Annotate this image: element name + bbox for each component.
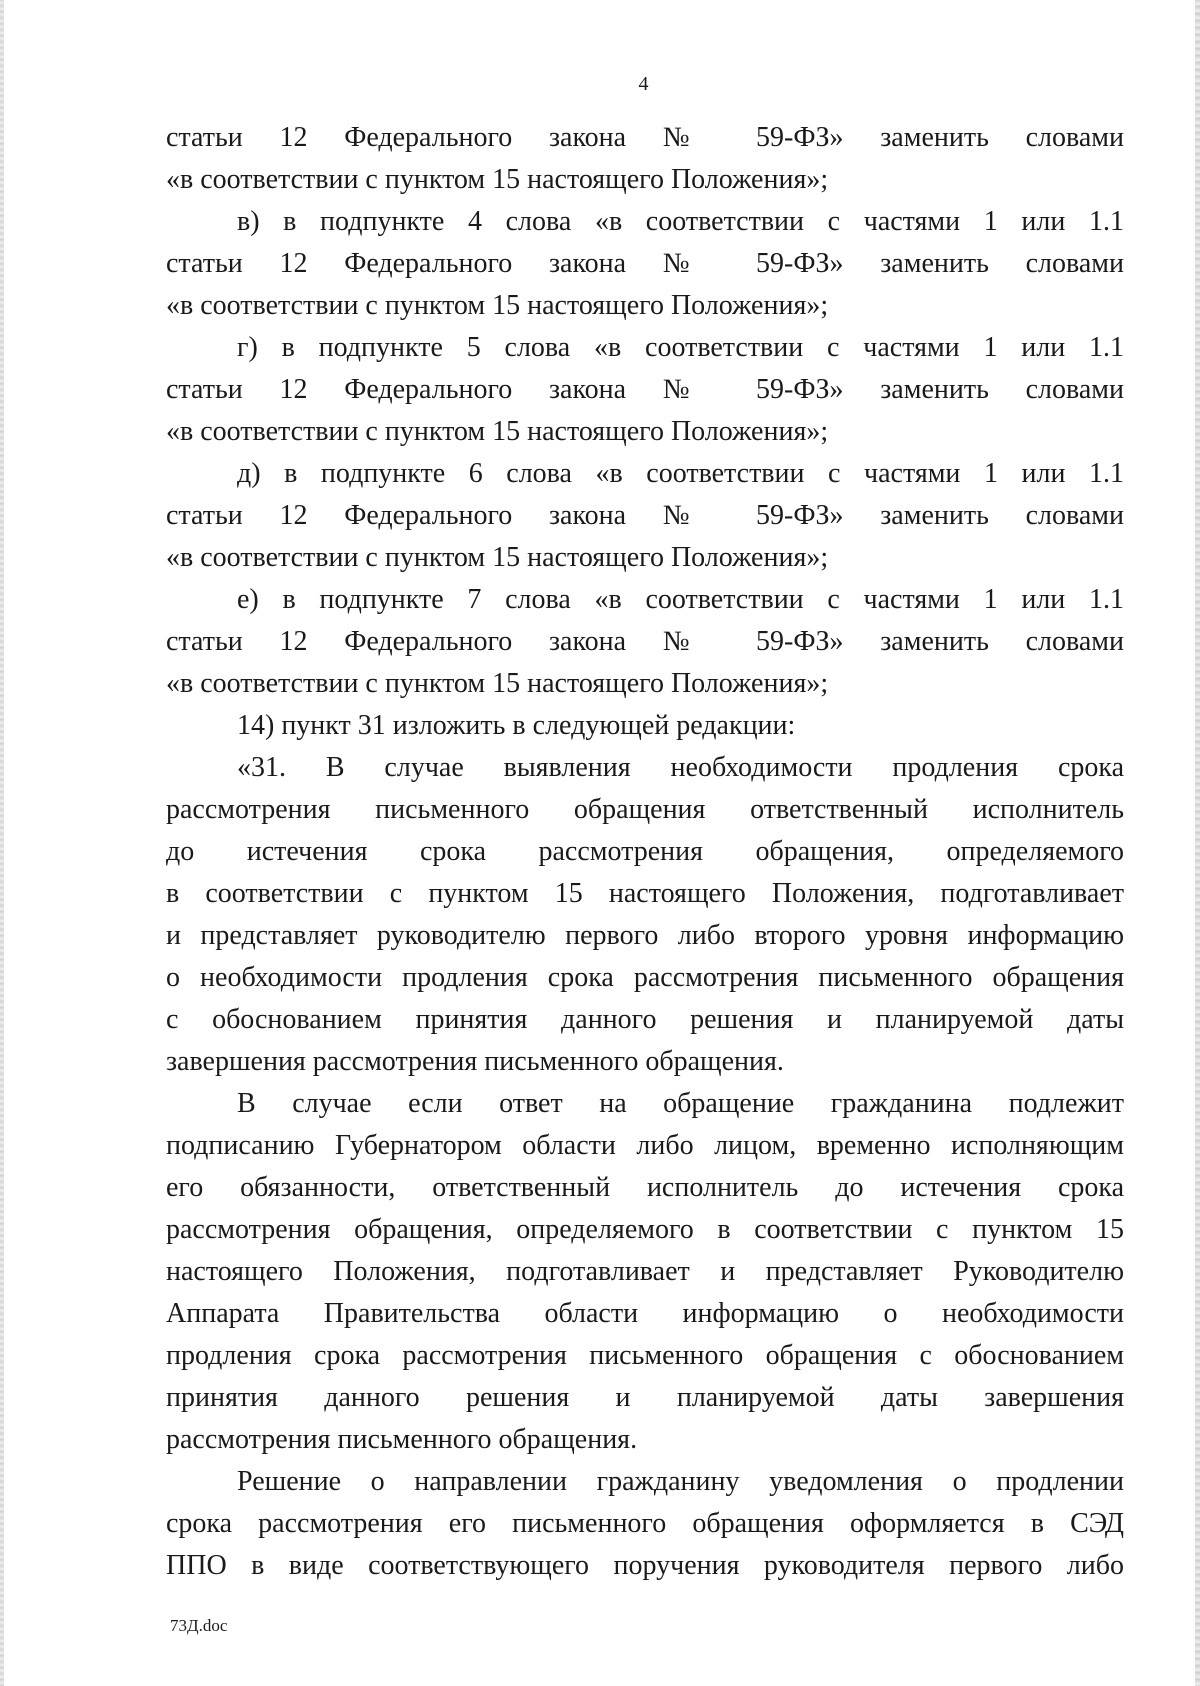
paragraph <box>166 747 1124 1083</box>
text-line: В случае если ответ на обращение гражданина подлежит <box>237 1088 1124 1119</box>
text-line: 14) пункт 31 изложить в следующей редакции: <box>237 710 796 741</box>
text-line: г) в подпункте 5 слова «в соответствии с частями 1 или 1.1 <box>237 332 1124 363</box>
text-line: подписанию Губернатором области либо лицом, временно исполняющим <box>166 1130 1124 1161</box>
page-number: 4 <box>638 73 649 95</box>
text-line: «в соответствии с пунктом 15 настоящего Положения»; <box>166 668 829 699</box>
scan-edge-left <box>0 0 4 1686</box>
text-line: его обязанности, ответственный исполнитель до истечения срока <box>166 1172 1124 1203</box>
text-line: настоящего Положения, подготавливает и представляет Руководителю <box>166 1256 1124 1287</box>
text-line: в соответствии с пунктом 15 настоящего Положения, подготавливает <box>166 878 1124 909</box>
text-line: завершения рассмотрения письменного обращения. <box>166 1046 784 1077</box>
text-line: рассмотрения письменного обращения. <box>166 1424 638 1455</box>
text-line: продления срока рассмотрения письменного обращения с обоснованием <box>166 1340 1124 1371</box>
text-line: Решение о направлении гражданину уведомления о продлении <box>237 1466 1124 1497</box>
paragraph <box>166 453 1124 579</box>
paragraph <box>166 705 1124 747</box>
paragraph <box>166 327 1124 453</box>
text-line: ППО в виде соответствующего поручения руководителя первого либо <box>166 1550 1124 1581</box>
text-line: «в соответствии с пунктом 15 настоящего Положения»; <box>166 164 829 195</box>
text-line: Аппарата Правительства области информацию о необходимости <box>166 1298 1124 1329</box>
text-line: «в соответствии с пунктом 15 настоящего Положения»; <box>166 290 829 321</box>
text-line: статьи 12 Федерального закона № 59-ФЗ» заменить словами <box>166 500 1124 531</box>
text-line: статьи 12 Федерального закона № 59-ФЗ» заменить словами <box>166 626 1124 657</box>
scan-edge-right <box>1195 0 1200 1686</box>
text-line: с обоснованием принятия данного решения и планируемой даты <box>166 1004 1124 1035</box>
text-line: статьи 12 Федерального закона № 59-ФЗ» заменить словами <box>166 374 1124 405</box>
paragraph <box>166 201 1124 327</box>
paragraph <box>166 1461 1124 1587</box>
text-line: рассмотрения обращения, определяемого в соответствии с пунктом 15 <box>166 1214 1124 1245</box>
paragraph <box>166 117 1124 201</box>
text-line: до истечения срока рассмотрения обращения, определяемого <box>166 836 1124 867</box>
text-line: и представляет руководителю первого либо второго уровня информацию <box>166 920 1124 951</box>
text-line: принятия данного решения и планируемой даты завершения <box>166 1382 1124 1413</box>
document-body <box>166 117 1124 1587</box>
text-line: статьи 12 Федерального закона № 59-ФЗ» заменить словами <box>166 122 1124 153</box>
paragraph <box>166 1083 1124 1461</box>
text-line: е) в подпункте 7 слова «в соответствии с частями 1 или 1.1 <box>237 584 1124 615</box>
text-line: «в соответствии с пунктом 15 настоящего Положения»; <box>166 416 829 447</box>
paragraph <box>166 579 1124 705</box>
footer-filename: 73Д.doc <box>170 1616 228 1635</box>
text-line: «в соответствии с пунктом 15 настоящего Положения»; <box>166 542 829 573</box>
text-line: рассмотрения письменного обращения ответственный исполнитель <box>166 794 1124 825</box>
text-line: о необходимости продления срока рассмотрения письменного обращения <box>166 962 1124 993</box>
text-line: срока рассмотрения его письменного обращения оформляется в СЭД <box>166 1508 1124 1539</box>
text-line: «31. В случае выявления необходимости продления срока <box>237 752 1124 783</box>
text-line: в) в подпункте 4 слова «в соответствии с частями 1 или 1.1 <box>237 206 1124 237</box>
text-line: статьи 12 Федерального закона № 59-ФЗ» заменить словами <box>166 248 1124 279</box>
text-line: д) в подпункте 6 слова «в соответствии с частями 1 или 1.1 <box>237 458 1124 489</box>
